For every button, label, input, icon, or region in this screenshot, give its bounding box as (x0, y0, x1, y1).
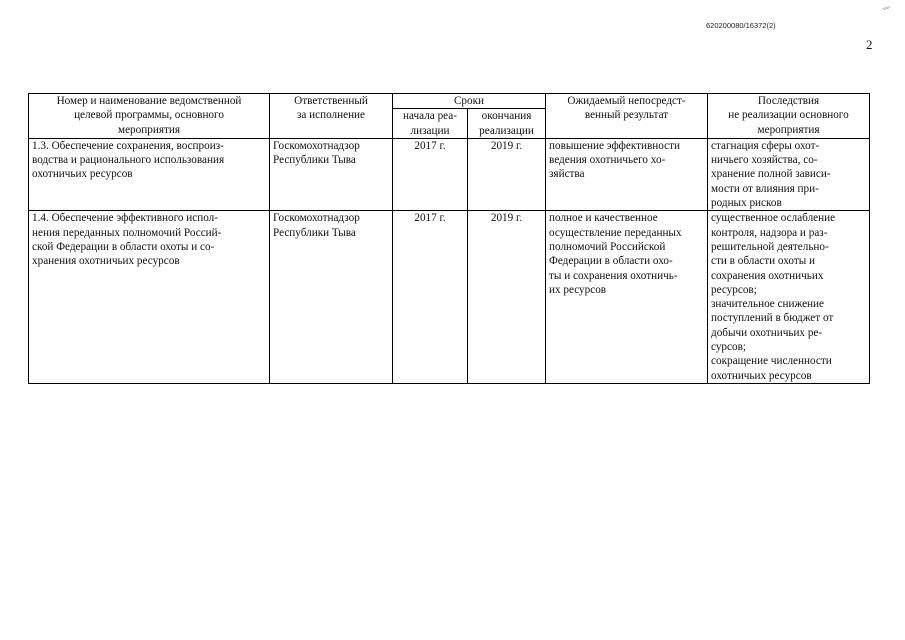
text-line: зяйства (549, 168, 585, 181)
text-line: мости от влияния при- (711, 182, 819, 195)
cell-responsible (270, 138, 393, 210)
text-line: начала реа- (403, 110, 457, 123)
text-line: Ответственный (294, 95, 368, 107)
text-line: 1.3. Обеспечение сохранения, воспроиз- (32, 139, 224, 152)
text-line: лизации (410, 124, 450, 137)
header-start (393, 109, 468, 139)
text-line: контроля, надзора и раз- (711, 226, 828, 239)
text-line: нения переданных полномочий Россий- (32, 226, 222, 239)
document-code: 620200080/16372(2) (706, 21, 776, 30)
text-line: ничьего хозяйства, со- (711, 154, 818, 167)
text-line: Госкомохотнадзор (273, 212, 360, 225)
header-consequences (708, 94, 870, 139)
text-line: повышение эффективности (549, 139, 680, 152)
scan-mark: ⁄⁄ (882, 3, 891, 13)
text-line: значительное снижение (711, 298, 824, 311)
text-line: поступлений в бюджет от (711, 312, 834, 325)
text-line: полномочий Российской (549, 240, 666, 253)
text-line: Номер и наименование ведомственной (56, 95, 242, 107)
cell-start: 2017 г. (393, 211, 468, 384)
text-line: родных рисков (711, 197, 782, 210)
text-line: реализации (479, 124, 534, 137)
text-line: водства и рационального использования (32, 154, 225, 167)
text-line: ты и сохранения охотничь- (549, 269, 678, 282)
text-line: Республики Тыва (273, 226, 356, 239)
text-line: осуществление переданных (549, 226, 682, 239)
text-line: мероприятия (118, 123, 180, 136)
text-line: Республики Тыва (273, 154, 356, 167)
text-line: сокращение численности (711, 355, 832, 368)
text-line: их ресурсов (549, 283, 607, 296)
cell-name (29, 138, 270, 210)
text-line: сти в области охоты и (711, 255, 816, 268)
cell-end: 2019 г. (468, 211, 546, 384)
text-line: существенное ослабление (711, 212, 836, 225)
text-line: ведения охотничьего хо- (549, 154, 666, 167)
cell-result (546, 211, 708, 384)
text-line: окончания (481, 110, 532, 123)
text-line: целевой программы, основного (74, 109, 224, 122)
text-line: мероприятия (757, 123, 820, 136)
cell-end: 2019 г. (468, 138, 546, 210)
program-table (28, 93, 870, 384)
header-row (29, 94, 870, 109)
header-name (29, 94, 270, 139)
text-line: за исполнение (296, 109, 366, 122)
text-line: Федерации в области охо- (549, 255, 673, 268)
text-line: полное и качественное (549, 212, 658, 225)
text-line: хранение полной зависи- (711, 168, 831, 181)
cell-consequences (708, 138, 870, 210)
cell-result (546, 138, 708, 210)
cell-name (29, 211, 270, 384)
cell-responsible (270, 211, 393, 384)
text-line: 1.4. Обеспечение эффективного испол- (32, 212, 218, 225)
header-deadlines: Сроки (393, 94, 546, 109)
text-line: Последствия (757, 95, 820, 107)
text-line: Госкомохотнадзор (273, 139, 360, 152)
text-line: решительной деятельно- (711, 240, 829, 253)
text-line: добычи охотничьих ре- (711, 326, 823, 339)
text-line: ской Федерации в области охоты и со- (32, 240, 215, 253)
header-end (468, 109, 546, 139)
text-line: хранения охотничьих ресурсов (32, 255, 180, 268)
header-result (546, 94, 708, 139)
text-line: сурсов; (711, 341, 746, 354)
text-line: сохранения охотничьих (711, 269, 824, 282)
text-line: не реализации основного (728, 109, 849, 122)
text-line: ресурсов; (711, 283, 757, 296)
text-line: охотничьих ресурсов (711, 369, 812, 382)
table-row (29, 138, 870, 210)
cell-consequences (708, 211, 870, 384)
text-line: венный результат (584, 109, 669, 122)
text-line: стагнация сферы охот- (711, 139, 820, 152)
text-line: охотничьих ресурсов (32, 168, 133, 181)
header-responsible (270, 94, 393, 139)
cell-start: 2017 г. (393, 138, 468, 210)
table-row (29, 211, 870, 384)
text-line: Ожидаемый непосредст- (567, 95, 686, 107)
page-number: 2 (866, 37, 873, 52)
